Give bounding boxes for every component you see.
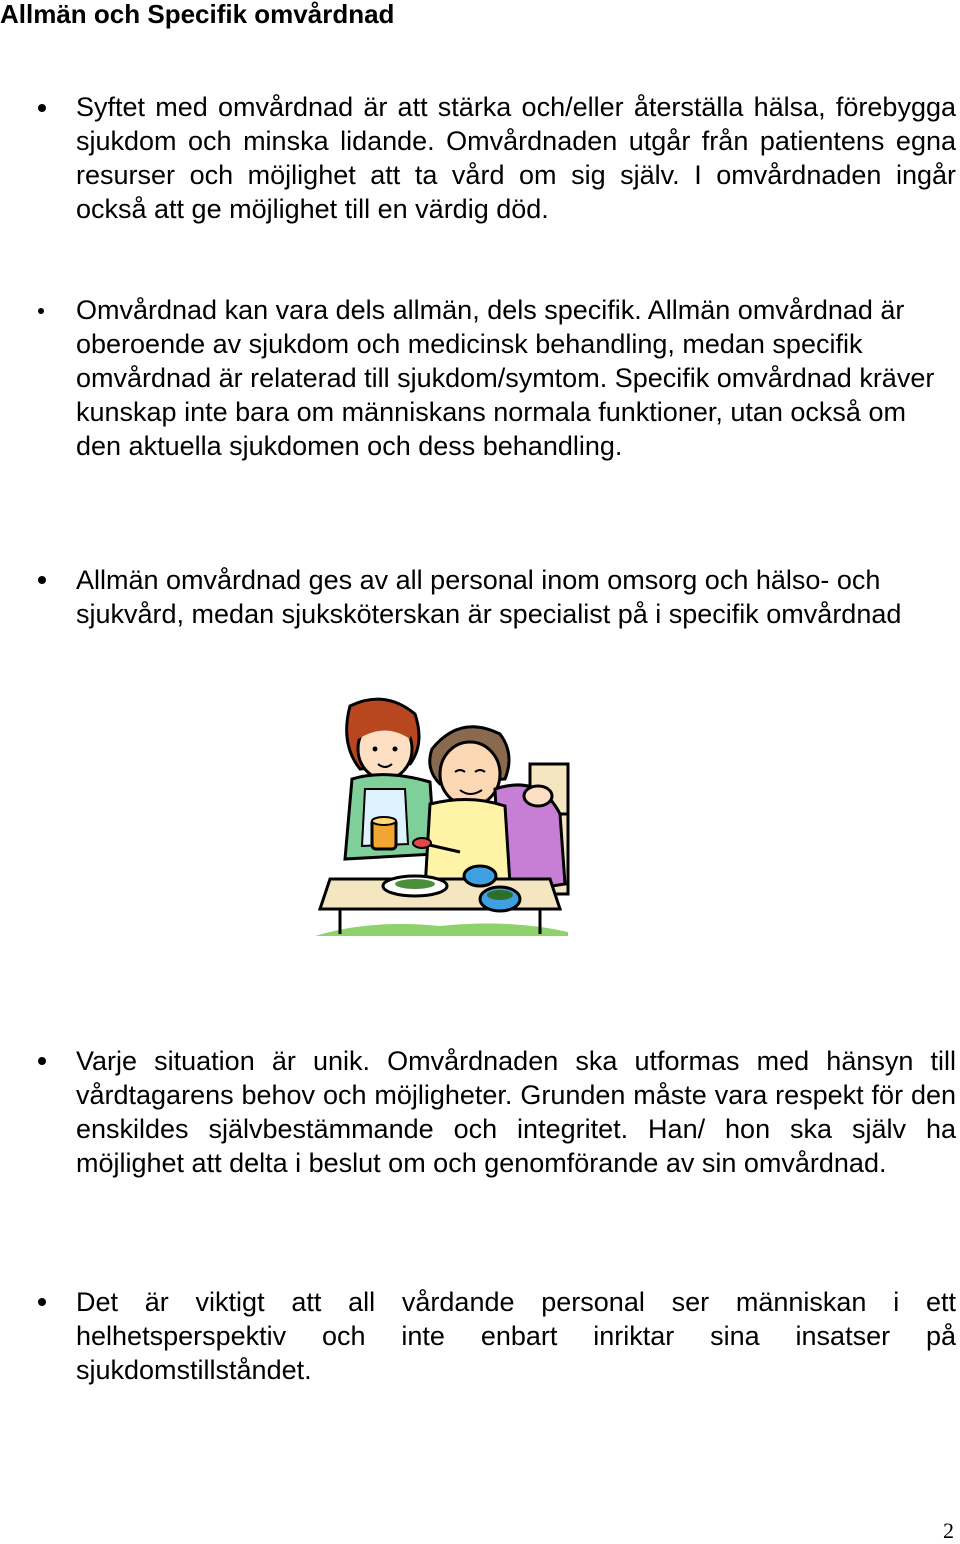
paragraph-general-specific: Omvårdnad kan vara dels allmän, dels specifik. Allmän omvårdnad är oberoende av sjukdom och medicinsk behandling, medan specifik omvårdnad är relaterad till sjukdom/symtom. Specifik omvårdnad kräver kunskap inte bara om människans normala funktioner, utan också om den aktuella sjukdomen och dess behandling.: [76, 295, 935, 461]
caregiver-feeding-patient-illustration: [310, 694, 570, 936]
paragraph-holistic: Det är viktigt att all vårdande personal ser människan i ett helhetsperspektiv och inte enbart inriktar sina insatser på sjukdomstillståndet.: [76, 1287, 956, 1385]
page-number: 2: [943, 1518, 954, 1543]
bullet-icon: [38, 308, 44, 314]
bullet-icon: [38, 1298, 46, 1306]
paragraph-staff: Allmän omvårdnad ges av all personal inom omsorg och hälso- och sjukvård, medan sjuksköterskan är specialist på i specifik omvårdnad: [76, 565, 902, 629]
bullet-icon: [38, 576, 46, 584]
bullet-icon: [38, 104, 46, 112]
bullet-icon: [38, 1057, 46, 1065]
page-title: Allmän och Specifik omvårdnad: [0, 0, 395, 29]
paragraph-purpose: Syftet med omvårdnad är att stärka och/eller återställa hälsa, förebygga sjukdom och minska lidande. Omvårdnaden utgår från patientens egna resurser och möjlighet att ta vård om sig själv. I omvårdnaden ingår också att ge möjlighet till en värdig död.: [76, 92, 956, 224]
paragraph-unique-situation: Varje situation är unik. Omvårdnaden ska utformas med hänsyn till vårdtagarens behov och möjligheter. Grunden måste vara respekt för den enskildes självbestämmande och integritet. Han/ hon ska själv ha möjlighet att delta i beslut om och genomförande av sin omvårdnad.: [76, 1046, 956, 1178]
